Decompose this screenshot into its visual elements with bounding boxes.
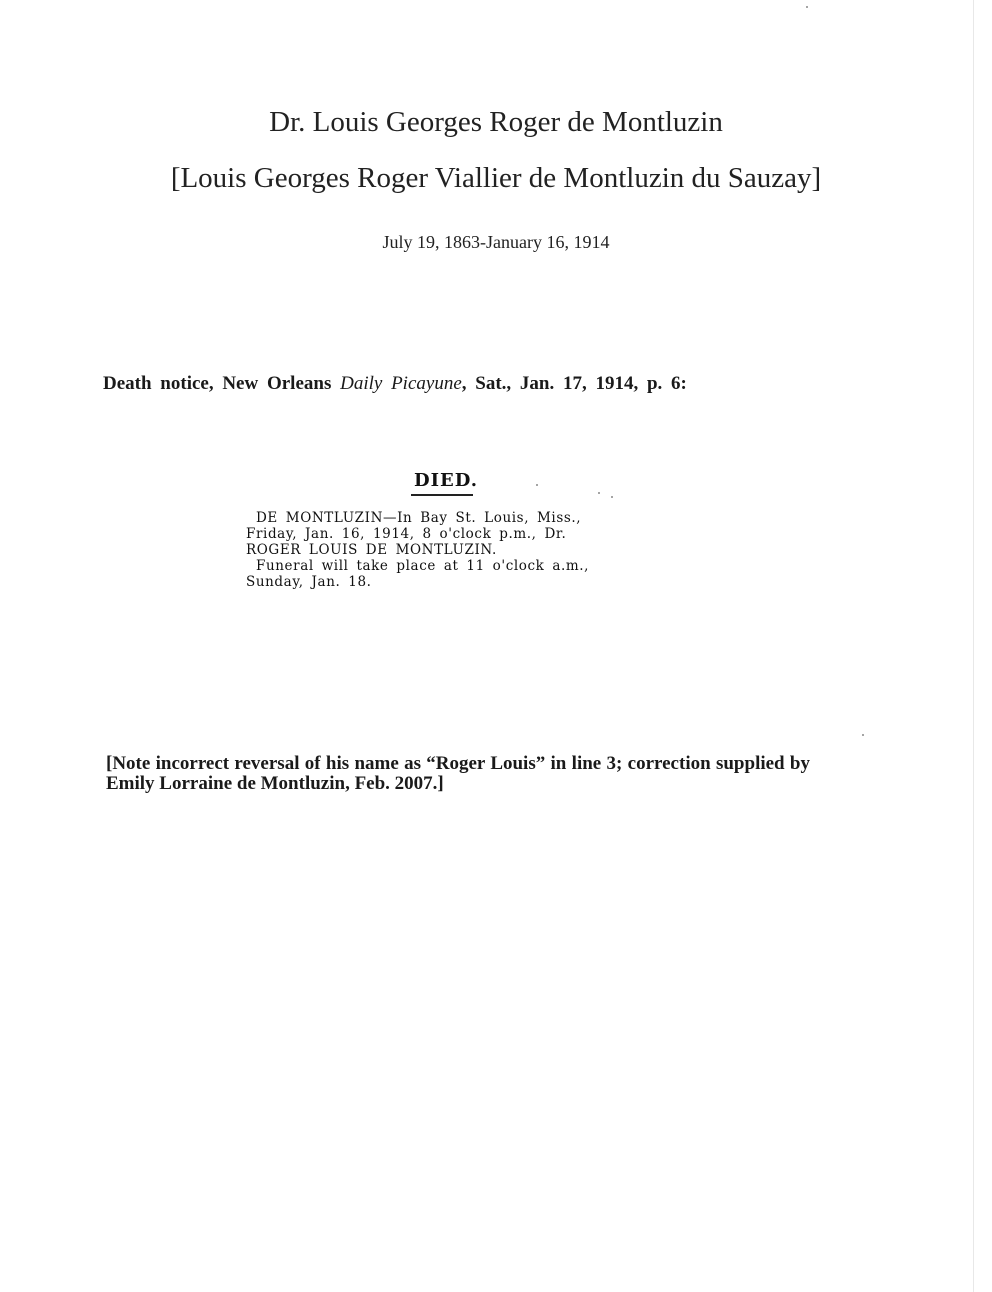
clipping-line: Funeral will take place at 11 o'clock a.m., <box>256 558 590 574</box>
scan-speck <box>611 496 613 498</box>
scan-speck <box>598 492 600 494</box>
clipping-line: DE MONTLUZIN—In Bay St. Louis, Miss., <box>256 510 582 526</box>
source-prefix: Death notice, New Orleans <box>103 373 332 394</box>
scan-speck <box>536 484 538 486</box>
clipping-line: ROGER LOUIS DE MONTLUZIN. <box>246 542 497 558</box>
source-citation <box>103 373 687 395</box>
editorial-note: [Note incorrect reversal of his name as “Roger Louis” in line 3; correction supplied by Emily Lorraine de Montluzin, Feb. 2007.] <box>106 753 810 794</box>
source-suffix: , Sat., Jan. 17, 1914, p. 6: <box>461 373 687 394</box>
newspaper-name-daily: Daily <box>340 373 383 394</box>
scan-speck <box>862 734 864 736</box>
clipping-heading: DIED. <box>414 470 478 491</box>
page-title: Dr. Louis Georges Roger de Montluzin <box>269 106 723 138</box>
clipping-line: Friday, Jan. 16, 1914, 8 o'clock p.m., Dr. <box>246 526 567 542</box>
clipping-body <box>246 510 716 590</box>
clipping-line: Sunday, Jan. 18. <box>246 574 372 590</box>
scan-speck <box>806 6 808 8</box>
full-name-subtitle: [Louis Georges Roger Viallier de Montluzin du Sauzay] <box>170 162 822 194</box>
newspaper-clipping <box>246 470 716 590</box>
life-dates: July 19, 1863-January 16, 1914 <box>382 232 610 252</box>
newspaper-name-picayune: Picayune <box>391 373 462 394</box>
clipping-rule <box>411 494 473 496</box>
